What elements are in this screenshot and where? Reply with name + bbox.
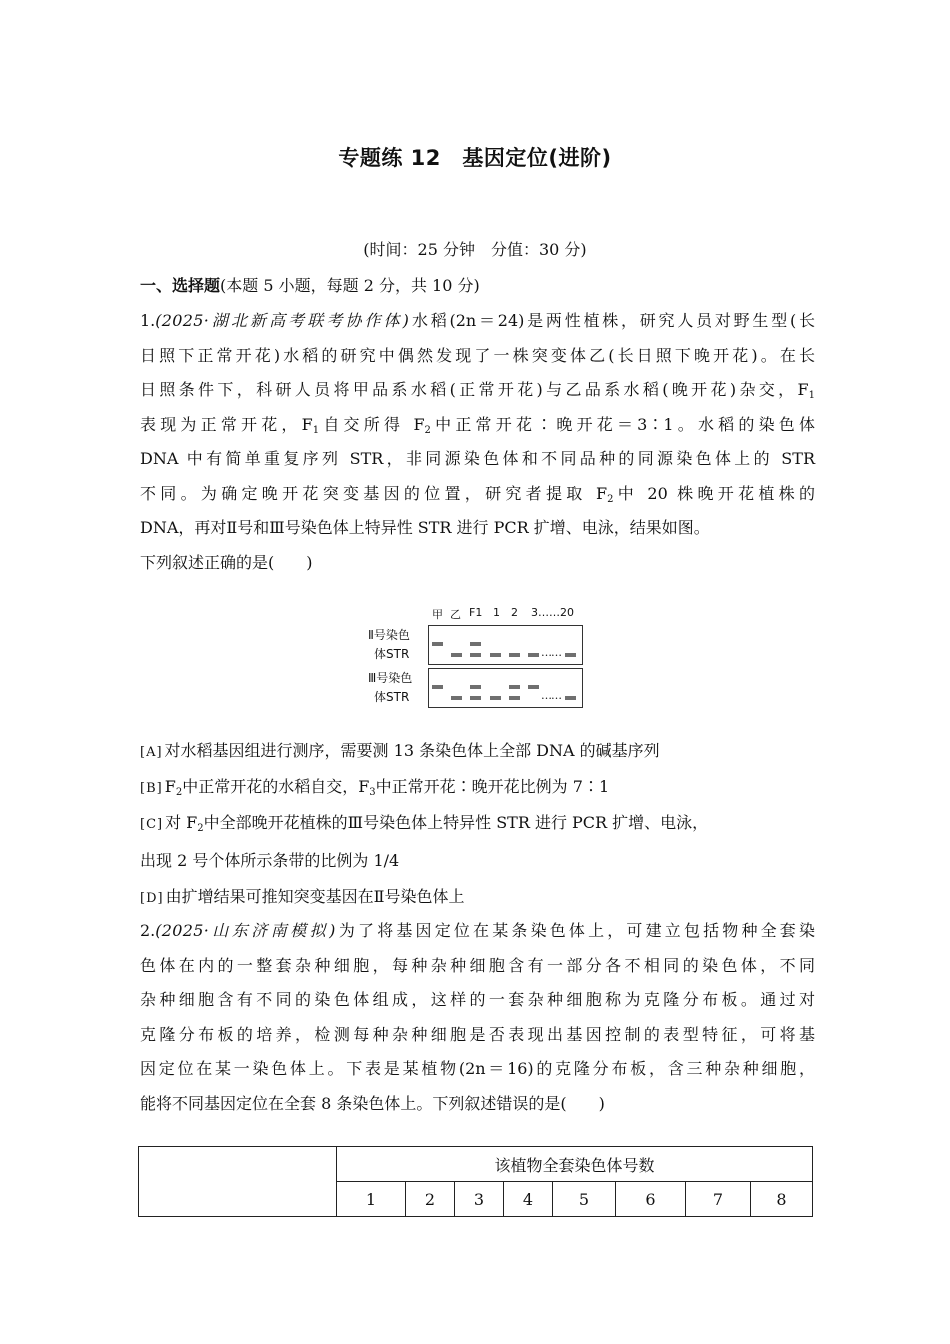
q1-line-4 <box>140 408 815 443</box>
subscript: 2 <box>175 787 183 798</box>
band <box>509 653 520 657</box>
subscript: 2 <box>607 493 614 505</box>
chromosome-number-cell: 3 <box>455 1182 504 1217</box>
column-label: 甲 <box>432 608 443 621</box>
q1-source: (2025·湖北新高考联考协作体) <box>155 311 410 330</box>
column-label: 乙 <box>450 608 461 621</box>
row-label: 体STR <box>374 647 410 661</box>
option-c-continued <box>140 844 815 879</box>
band <box>432 642 443 646</box>
band <box>490 696 501 700</box>
table-header-row <box>139 1147 813 1182</box>
q1-line-7: DNA，再对Ⅱ号和Ⅲ号染色体上特异性 STR 进行 PCR 扩增、电泳，结果如图。 <box>140 518 710 537</box>
ellipsis: …… <box>541 689 561 702</box>
chromosome-number-cell: 8 <box>751 1182 813 1217</box>
q1-line-2: 日照下正常开花)水稻的研究中偶然发现了一株突变体乙(长日照下晚开花)。在长 <box>140 345 815 365</box>
q1-line-5: DNA 中有简单重复序列 STR，非同源染色体和不同品种的同源染色体上的 STR <box>140 449 815 468</box>
chromosome-number-cell: 2 <box>406 1182 455 1217</box>
q1-line-6 <box>140 477 815 512</box>
subscript: 1 <box>808 390 815 401</box>
q2-source: (2025·山东济南模拟) <box>155 921 336 940</box>
option-label: [B] <box>140 781 163 796</box>
page-title: 专题练 12 基因定位(进阶) <box>338 146 612 170</box>
section-heading <box>140 273 480 296</box>
band <box>528 653 539 657</box>
band <box>565 696 576 700</box>
option-text: 出现 2 号个体所示条带的比例为 1/4 <box>140 851 400 870</box>
q1-text: 自交所得 F <box>319 414 425 434</box>
option-c[interactable] <box>140 806 815 843</box>
q2-line-5: 因定位在某一染色体上。下表是某植物(2n＝16)的克隆分布板，含三种杂种细胞， <box>140 1059 815 1078</box>
q1-line-8: 下列叙述正确的是( ) <box>140 552 313 572</box>
q1-text: 日照条件下，科研人员将甲品系水稻(正常开花)与乙品系水稻(晚开花)杂交，F <box>140 380 809 399</box>
option-text: 中正常开花的水稻自交，F <box>182 777 370 796</box>
q2-text: 为了将基因定位在某条染色体上，可建立包括物种全套染 <box>335 921 815 940</box>
chromosome-number-cell: 1 <box>337 1182 406 1217</box>
option-text: 中全部晚开花植株的Ⅲ号染色体上特异性 STR 进行 PCR 扩增、电泳， <box>203 813 709 832</box>
chromosome-number-cell: 4 <box>504 1182 553 1217</box>
column-label: F1 <box>469 606 483 619</box>
band <box>451 696 462 700</box>
q1-text: 水稻(2n＝24)是两性植株，研究人员对野生型(长 <box>409 311 815 330</box>
option-text: 对 F <box>165 813 198 832</box>
band <box>451 653 462 657</box>
q2-line-3: 杂种细胞含有不同的染色体组成，这样的一套杂种细胞称为克隆分布板。通过对 <box>140 990 815 1009</box>
band <box>565 653 576 657</box>
section-name: 一、选择题 <box>140 276 221 295</box>
ellipsis: …… <box>541 646 561 659</box>
chromosome-number-cell: 7 <box>686 1182 751 1217</box>
gel-box-chromosome-2 <box>428 625 583 665</box>
q1-text: 不同。为确定晚开花突变基因的位置，研究者提取 F <box>140 483 608 503</box>
band <box>509 696 520 700</box>
q2-line-4: 克隆分布板的培养，检测每种杂种细胞是否表现出基因控制的表型特征，可将基 <box>140 1024 815 1044</box>
row-label: 体STR <box>374 690 410 704</box>
option-label: [D] <box>140 891 164 906</box>
option-text: 中正常开花∶晚开花比例为 7∶1 <box>375 777 610 796</box>
q1-line-3 <box>140 373 815 408</box>
q1-text: 中 20 株晚开花植株的 <box>613 483 815 503</box>
band <box>528 685 539 689</box>
q1-text: 中正常开花∶晚开花＝3∶1。水稻的染色体 <box>430 414 815 434</box>
band <box>470 696 481 700</box>
table-corner-cell <box>139 1147 337 1217</box>
chromosome-number-cell: 6 <box>616 1182 686 1217</box>
subscript: 3 <box>369 787 376 798</box>
time-score-info: (时间：25 分钟 分值：30 分) <box>363 240 587 259</box>
question-2 <box>140 914 815 1121</box>
table-header: 该植物全套染色体号数 <box>337 1147 813 1182</box>
subscript: 2 <box>197 823 204 834</box>
electrophoresis-figure <box>360 600 590 715</box>
option-a[interactable] <box>140 734 815 771</box>
gel-box-chromosome-3 <box>428 668 583 708</box>
subscript: 1 <box>312 424 320 436</box>
column-label: 3……20 <box>531 606 574 619</box>
column-label: 2 <box>511 606 518 619</box>
q1-number: 1. <box>140 311 156 330</box>
q2-line-2: 色体在内的一整套杂种细胞，每种杂种细胞含有一部分各不相同的染色体，不同 <box>140 955 815 975</box>
option-label: [A] <box>140 745 163 760</box>
option-text: 对水稻基因组进行测序，需要测 13 条染色体上全部 DNA 的碱基序列 <box>164 741 660 760</box>
band <box>470 685 481 689</box>
q2-line-1 <box>140 914 815 949</box>
question-1 <box>140 304 815 580</box>
clone-distribution-table <box>138 1146 813 1217</box>
row-label: Ⅲ号染色 <box>368 671 413 685</box>
option-text: F <box>164 777 176 796</box>
band <box>509 685 520 689</box>
band <box>490 653 501 657</box>
row-label: Ⅱ号染色 <box>368 628 410 642</box>
section-note: (本题 5 小题，每题 2 分，共 10 分) <box>220 276 480 295</box>
chromosome-number-cell: 5 <box>553 1182 616 1217</box>
band <box>470 642 481 646</box>
option-text: 由扩增结果可推知突变基因在Ⅱ号染色体上 <box>165 887 465 906</box>
q1-line-1 <box>140 304 815 339</box>
q1-text: 表现为正常开花，F <box>140 414 313 434</box>
option-label: [C] <box>140 817 164 832</box>
band <box>432 685 443 689</box>
option-d[interactable] <box>140 880 815 917</box>
q2-line-6: 能将不同基因定位在全套 8 条染色体上。下列叙述错误的是( ) <box>140 1093 605 1113</box>
q2-number: 2. <box>140 921 156 940</box>
band <box>470 653 481 657</box>
subscript: 2 <box>424 424 431 436</box>
column-label: 1 <box>493 606 500 619</box>
option-b[interactable] <box>140 770 815 807</box>
